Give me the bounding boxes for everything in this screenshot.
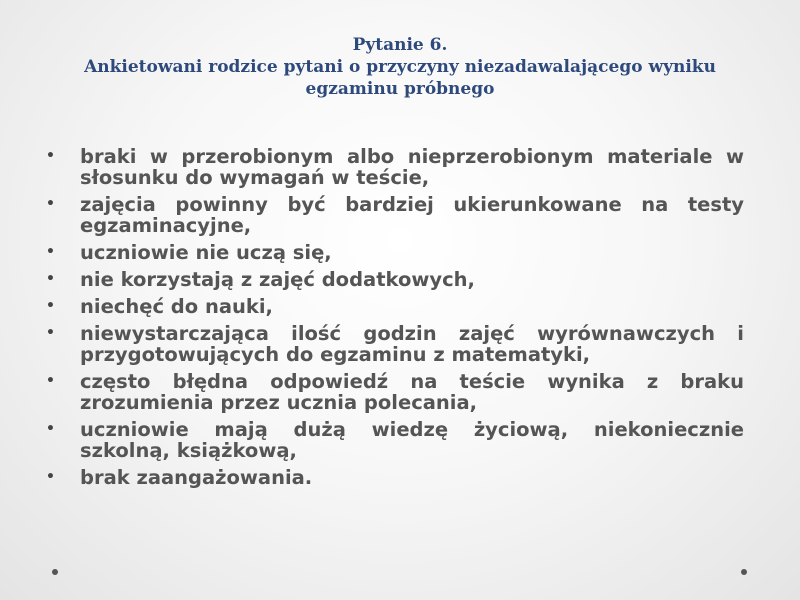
bullet-item-misunderstanding-instructions: [44, 371, 744, 413]
title-question-text-continued: egzaminu próbnego: [305, 79, 495, 99]
bullet-text: braki w przerobionym albo nieprzerobionym materiale w słosunku do wymagań w teście,: [80, 145, 744, 189]
bullet-text: zajęcia powinny być bardziej ukierunkowane na testy egzaminacyjne,: [80, 193, 744, 237]
bullet-icon: •: [46, 373, 55, 389]
slide-title: [40, 34, 760, 100]
bullet-item-lack-of-engagement: [44, 467, 744, 488]
bullet-text: uczniowie mają dużą wiedzę życiową, niekoniecznie szkolną, książkową,: [80, 418, 744, 462]
bullet-text: uczniowie nie uczą się,: [80, 241, 332, 264]
bullet-text: brak zaangażowania.: [80, 466, 313, 489]
bullet-icon: •: [46, 244, 55, 260]
bullet-item-insufficient-hours: [44, 323, 744, 365]
bullet-icon: •: [46, 271, 55, 287]
decorative-dot-icon: [52, 569, 58, 575]
bullet-icon: •: [46, 148, 55, 164]
bullet-icon: •: [46, 421, 55, 437]
bullet-item-materials-gaps: [44, 146, 744, 188]
bullet-text: nie korzystają z zajęć dodatkowych,: [80, 268, 475, 291]
bullet-icon: •: [46, 325, 55, 341]
title-question-text: Ankietowani rodzice pytani o przyczyny niezadawalającego wyniku: [84, 57, 716, 77]
title-question-number: Pytanie 6.: [352, 35, 448, 55]
bullet-icon: •: [46, 298, 55, 314]
bullet-item-life-knowledge: [44, 419, 744, 461]
bullet-icon: •: [46, 469, 55, 485]
bullet-item-no-extra-classes: [44, 269, 744, 290]
bullet-text: niechęć do nauki,: [80, 295, 273, 318]
bullet-icon: •: [46, 196, 55, 212]
bullet-list: [44, 146, 744, 494]
decorative-dot-icon: [741, 569, 747, 575]
bullet-text: niewystarczająca ilość godzin zajęć wyrównawczych i przygotowujących do egzaminu z matematyki,: [80, 322, 744, 366]
bullet-item-students-not-studying: [44, 242, 744, 263]
bullet-text: często błędna odpowiedź na teście wynika z braku zrozumienia przez ucznia polecania,: [80, 370, 744, 414]
bullet-item-test-focused-classes: [44, 194, 744, 236]
bullet-item-reluctance-to-learn: [44, 296, 744, 317]
